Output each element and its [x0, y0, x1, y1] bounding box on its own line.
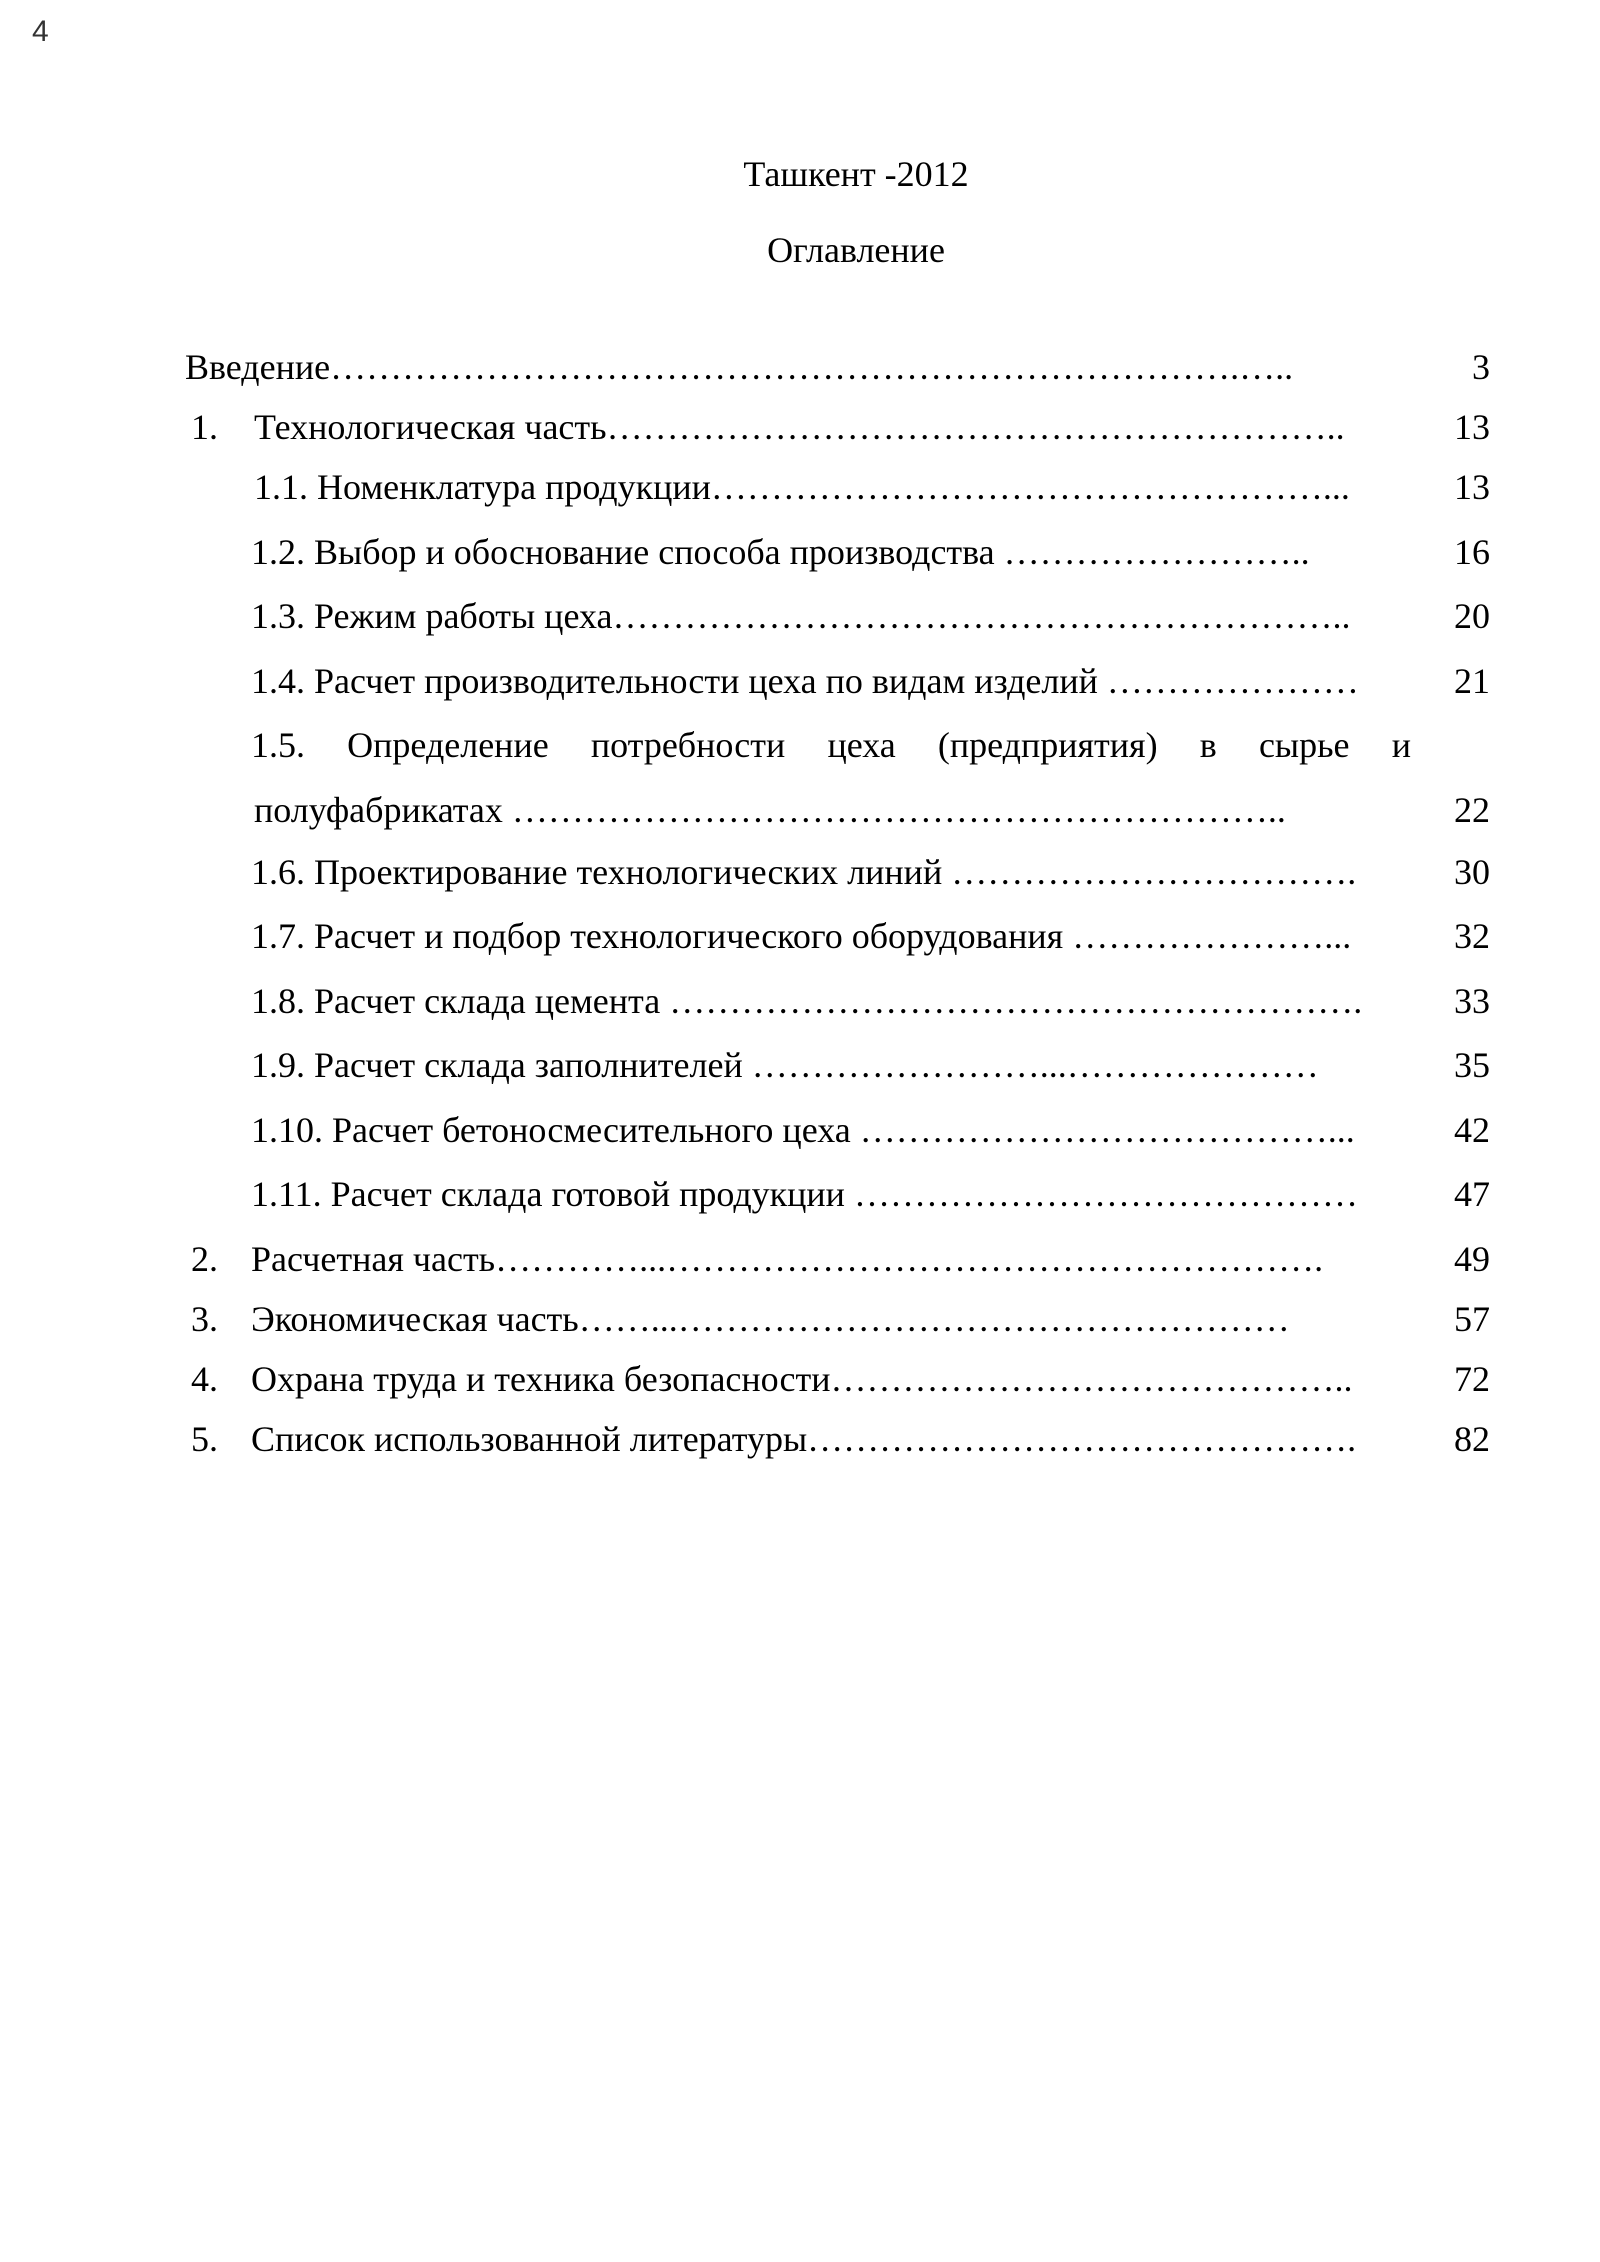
- toc-word: потребности: [590, 725, 786, 765]
- toc-entry-text: 1.9. Расчет склада заполнителей ……………………...…………………: [251, 1045, 1319, 1085]
- page-number: 4: [32, 15, 49, 48]
- toc-entry-1-2[interactable]: [0, 527, 1600, 577]
- toc-entry-section-1[interactable]: [0, 402, 1600, 452]
- toc-entry-page: 13: [1454, 467, 1490, 507]
- toc-entry-1-7[interactable]: [0, 911, 1600, 961]
- toc-entry-text: Охрана труда и техника безопасности……………………………………..: [251, 1359, 1353, 1399]
- toc-word: цеха: [827, 725, 896, 765]
- toc-entry-text: Список использованной литературы……………………………………….: [251, 1419, 1357, 1459]
- toc-word: (предприятия): [937, 725, 1158, 765]
- toc-entry-section-3[interactable]: [0, 1294, 1600, 1344]
- toc-word: Определение: [347, 725, 549, 765]
- toc-entry-page: 21: [1454, 661, 1490, 701]
- toc-entry-text: Технологическая часть……………………………………………………..: [254, 407, 1345, 447]
- toc-entry-1-3[interactable]: [0, 591, 1600, 641]
- toc-entry-page: 72: [1454, 1359, 1490, 1399]
- toc-entry-number: 1.: [191, 407, 218, 447]
- toc-entry-introduction[interactable]: [0, 342, 1600, 392]
- toc-entry-text: 1.8. Расчет склада цемента ………………………………………………….: [251, 981, 1363, 1021]
- toc-entry-1-5-continued[interactable]: [0, 785, 1600, 835]
- toc-entry-number: 4.: [191, 1359, 218, 1399]
- toc-entry-text: 1.6. Проектирование технологических линий …………………………….: [251, 852, 1357, 892]
- toc-entry-page: 22: [1454, 790, 1490, 830]
- toc-entry-number: 2.: [191, 1239, 218, 1279]
- toc-entry-1-10[interactable]: [0, 1105, 1600, 1155]
- toc-entry-text: 1.1. Номенклатура продукции……………………………………………...: [254, 467, 1350, 507]
- toc-entry-1-9[interactable]: [0, 1040, 1600, 1090]
- toc-entry-text-line-1: [251, 720, 1411, 770]
- toc-entry-page: 35: [1454, 1045, 1490, 1085]
- toc-entry-page: 82: [1454, 1419, 1490, 1459]
- toc-entry-page: 47: [1454, 1174, 1490, 1214]
- toc-entry-page: 3: [1472, 347, 1490, 387]
- toc-entry-text: 1.2. Выбор и обоснование способа производства ……………………..: [251, 532, 1310, 572]
- toc-entry-number: 5.: [191, 1419, 218, 1459]
- toc-entry-page: 13: [1454, 407, 1490, 447]
- toc-entry-text: Введение………………………………………………………………….…..: [185, 347, 1294, 387]
- toc-entry-text: Экономическая часть……...……………………………………………: [251, 1299, 1290, 1339]
- toc-entry-text: 1.10. Расчет бетоносмесительного цеха …………………………………...: [251, 1110, 1355, 1150]
- toc-entry-page: 32: [1454, 916, 1490, 956]
- toc-entry-section-4[interactable]: [0, 1354, 1600, 1404]
- toc-entry-page: 33: [1454, 981, 1490, 1021]
- toc-entry-page: 20: [1454, 596, 1490, 636]
- toc-entry-1-6[interactable]: [0, 847, 1600, 897]
- toc-entry-text: 1.11. Расчет склада готовой продукции ……………………………………: [251, 1174, 1358, 1214]
- toc-entry-page: 49: [1454, 1239, 1490, 1279]
- toc-word: сырье: [1258, 725, 1350, 765]
- toc-entry-text: 1.4. Расчет производительности цеха по видам изделий …………………: [251, 661, 1359, 701]
- toc-entry-1-8[interactable]: [0, 976, 1600, 1026]
- toc-entry-text: 1.7. Расчет и подбор технологического оборудования …………………...: [251, 916, 1352, 956]
- toc-entry-1-11[interactable]: [0, 1169, 1600, 1219]
- toc-word: в: [1199, 725, 1217, 765]
- toc-entry-text: 1.3. Режим работы цеха……………………………………………………..: [251, 596, 1351, 636]
- toc-title: Оглавление: [767, 230, 945, 270]
- toc-entry-section-2[interactable]: [0, 1234, 1600, 1284]
- city-year-heading: Ташкент -2012: [743, 154, 969, 194]
- toc-entry-page: 42: [1454, 1110, 1490, 1150]
- toc-entry-page: 57: [1454, 1299, 1490, 1339]
- toc-entry-1-5[interactable]: [0, 720, 1600, 770]
- toc-entry-1-1[interactable]: [0, 462, 1600, 512]
- toc-entry-text: полуфабрикатах ………………………………………………………..: [254, 790, 1286, 830]
- toc-entry-section-5[interactable]: [0, 1414, 1600, 1464]
- toc-entry-text: Расчетная часть…………...……………………………………………….: [251, 1239, 1324, 1279]
- toc-entry-page: 16: [1454, 532, 1490, 572]
- toc-word: 1.5.: [251, 725, 305, 765]
- toc-entry-number: 3.: [191, 1299, 218, 1339]
- toc-entry-1-4[interactable]: [0, 656, 1600, 706]
- toc-entry-page: 30: [1454, 852, 1490, 892]
- toc-word: и: [1391, 725, 1411, 765]
